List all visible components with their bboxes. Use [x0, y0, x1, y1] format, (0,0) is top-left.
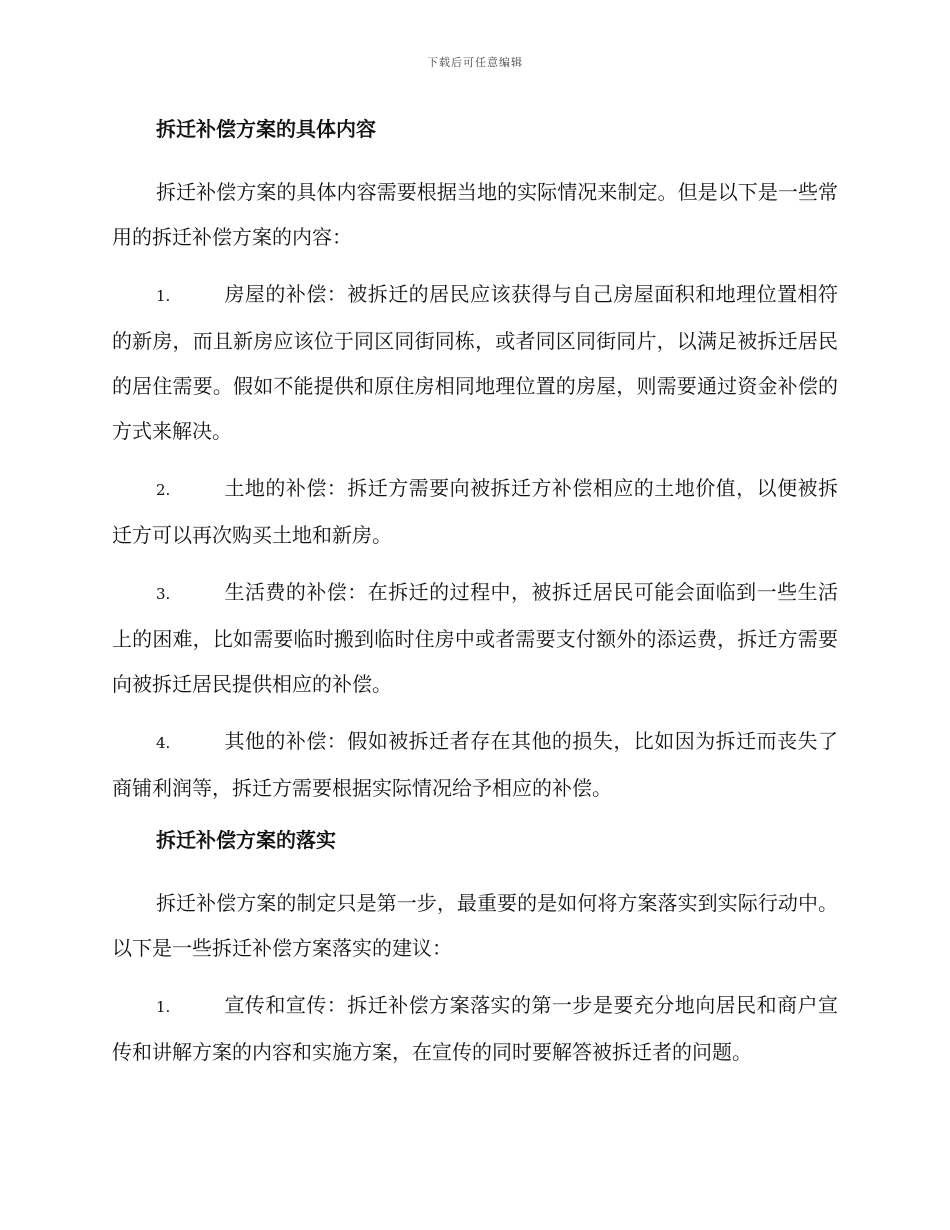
list-item-text: 土地的补偿：拆迁方需要向被拆迁方补偿相应的土地价值，以便被拆迁方可以再次购买土地和新房。	[112, 476, 838, 547]
section-heading-implementation: 拆迁补偿方案的落实	[156, 828, 336, 852]
list-item	[112, 466, 838, 558]
section-heading-content: 拆迁补偿方案的具体内容	[156, 117, 376, 141]
list-item	[112, 719, 838, 811]
header-note: 下载后可任意编辑	[427, 56, 523, 69]
list-item-text: 生活费的补偿：在拆迁的过程中，被拆迁居民可能会面临到一些生活上的困难，比如需要临时搬到临时住房中或者需要支付额外的添运费，拆迁方需要向被拆迁居民提供相应的补偿。	[112, 580, 838, 696]
list-item-number: 1.	[156, 998, 171, 1016]
list-item-text: 宣传和宣传：拆迁补偿方案落实的第一步是要充分地向居民和商户宣传和讲解方案的内容和实施方案，在宣传的同时要解答被拆迁者的问题。	[112, 993, 838, 1064]
list-item	[112, 570, 838, 707]
list-item	[112, 272, 838, 454]
section-intro-content: 拆迁补偿方案的具体内容需要根据当地的实际情况来制定。但是以下是一些常用的拆迁补偿方案的内容：	[112, 180, 838, 249]
list-item-text: 房屋的补偿：被拆迁的居民应该获得与自己房屋面积和地理位置相符的新房，而且新房应该位于同区同街同栋，或者同区同街同片，以满足被拆迁居民的居住需要。假如不能提供和原住房相同地理位置的房屋，则需要通过资金补偿的方式来解决。	[112, 282, 838, 443]
section-intro-implementation: 拆迁补偿方案的制定只是第一步，最重要的是如何将方案落实到实际行动中。以下是一些拆迁补偿方案落实的建议：	[112, 891, 838, 960]
list-item-number: 2.	[156, 481, 171, 499]
document-body	[112, 112, 838, 1087]
list-item-number: 3.	[156, 585, 171, 603]
list-item-number: 4.	[156, 734, 171, 752]
list-item-text: 其他的补偿：假如被拆迁者存在其他的损失，比如因为拆迁而丧失了商铺利润等，拆迁方需要根据实际情况给予相应的补偿。	[112, 729, 838, 800]
list-item	[112, 983, 838, 1075]
list-item-number: 1.	[156, 287, 171, 305]
